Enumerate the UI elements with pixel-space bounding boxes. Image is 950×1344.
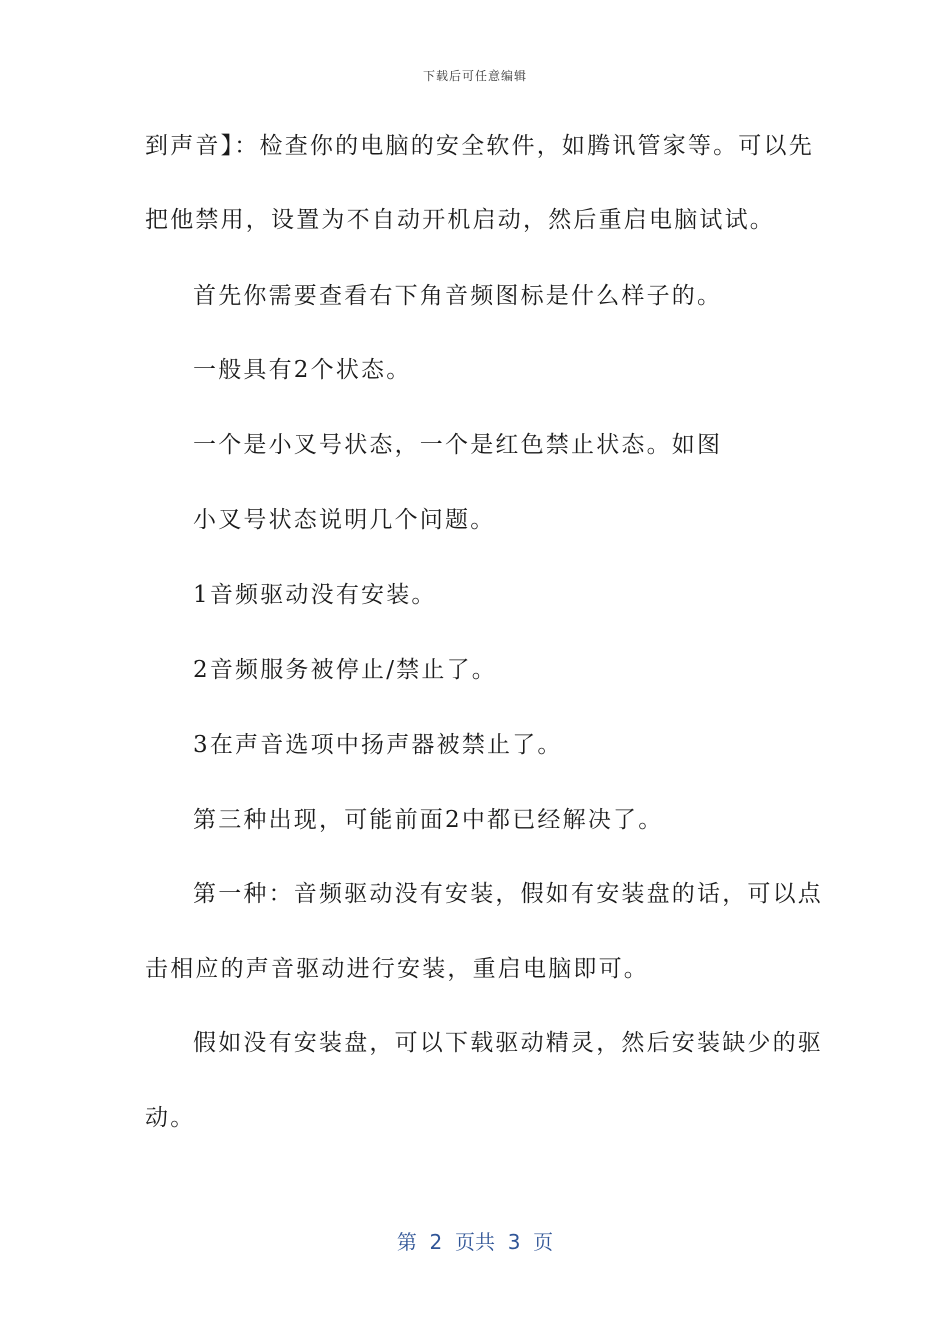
body-line-4: 一般具有2个状态。: [193, 357, 412, 383]
body-line-7: 1音频驱动没有安装。: [193, 582, 437, 608]
body-line-8: 2音频服务被停止/禁止了。: [193, 657, 497, 683]
download-note: 下载后可任意编辑: [422, 69, 527, 83]
body-line-5: 一个是小叉号状态，一个是红色禁止状态。如图: [193, 432, 723, 458]
body-line-3: 首先你需要查看右下角音频图标是什么样子的。: [193, 283, 723, 309]
body-line-2: 把他禁用，设置为不自动开机启动，然后重启电脑试试。: [145, 207, 775, 233]
body-line-14: 动。: [145, 1105, 196, 1131]
body-line-9: 3在声音选项中扬声器被禁止了。: [193, 732, 563, 758]
page-number-footer: 第 2 页共 3 页: [396, 1230, 554, 1254]
body-line-11: 第一种：音频驱动没有安装，假如有安装盘的话，可以点: [193, 881, 823, 907]
body-line-6: 小叉号状态说明几个问题。: [193, 507, 496, 533]
body-line-12: 击相应的声音驱动进行安装，重启电脑即可。: [145, 956, 649, 982]
body-line-10: 第三种出现，可能前面2中都已经解决了。: [193, 807, 664, 833]
body-line-1: 到声音】：检查你的电脑的安全软件，如腾讯管家等。可以先: [145, 133, 814, 159]
body-line-13: 假如没有安装盘，可以下载驱动精灵，然后安装缺少的驱: [193, 1030, 823, 1056]
